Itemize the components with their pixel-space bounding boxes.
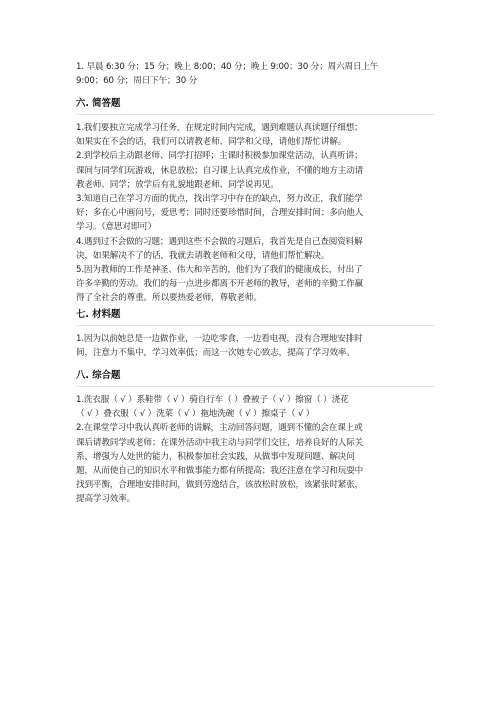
answer-block-short-answer bbox=[76, 121, 436, 306]
text-line: 课后请教同学或老师；在课外活动中我主动与同学们交往，培养良好的人际关 bbox=[76, 437, 364, 448]
text-line: 教老师、同学；放学后有礼貌地跟老师、同学说再见。 bbox=[76, 179, 279, 190]
text-line: 许多辛勤的劳动。我们的每一点进步都离不开老师的教导，老师的辛勤工作赢 bbox=[76, 279, 364, 290]
text-line: 4.遇到过不会做的习题；遇到这些不会做的习题后，我首先是自己查阅资料解 bbox=[76, 236, 363, 247]
text-line: 9:00；60 分；周日下午；30 分 bbox=[76, 76, 198, 87]
section-heading-material: 七. 材料题 bbox=[76, 309, 121, 320]
text-line: 如果实在不会的话，我们可以请教老师、同学和父母，请他们帮忙讲解。 bbox=[76, 137, 347, 148]
text-line: 1. 早晨 6:30 分；15 分；晚上 8:00；40 分；晚上 9:00；30 分；周六周日上午 bbox=[76, 62, 379, 72]
text-line: 决，如果解决不了的话，我就去请教老师和父母，请他们帮忙解决。 bbox=[76, 250, 330, 261]
text-line: 1.洗衣服（ √ ）系鞋带（ √ ）骑自行车（ ）叠被子（ √ ）擦窗（ ）浇花 bbox=[76, 395, 349, 405]
section-divider bbox=[76, 325, 434, 326]
text-line: 得了全社会的尊重。所以要热爱老师，尊敬老师。 bbox=[76, 293, 262, 304]
text-line: 题，从而使自己的知识水平和做事能力都有所提高；我还注意在学习和玩耍中 bbox=[76, 466, 364, 477]
text-line: 2.在课堂学习中我认真听老师的讲解，主动回答问题，遇到不懂的会在课上或 bbox=[76, 423, 363, 434]
answer-block-comprehensive bbox=[76, 393, 436, 507]
text-line: 学习。（意思对即可） bbox=[76, 222, 157, 233]
text-line: 2.到学校后主动跟老师、同学打招呼；主课时积极参加课堂活动，认真听讲； bbox=[76, 151, 363, 162]
text-line: （ √ ）叠衣服（ √ ）洗菜（ √ ）拖地洗碗（ √ ）擦桌子（ √ ） bbox=[76, 409, 315, 420]
text-line: 提高学习效率。 bbox=[76, 494, 136, 505]
answer-block-material bbox=[76, 332, 436, 360]
text-line: 系，增强为人处世的能力，积极参加社会实践，从做事中发现问题、解决问 bbox=[76, 451, 355, 462]
text-line: 课间与同学们玩游戏，休息放松；自习课上认真完成作业，不懂的地方主动请 bbox=[76, 165, 364, 176]
text-line: 好；多在心中画问号，爱思考；同时还要珍惜时间，合理安排时间；多向他人 bbox=[76, 208, 364, 219]
text-line: 3.知道自己在学习方面的优点，找出学习中存在的缺点，努力改正，我们能学 bbox=[76, 194, 363, 205]
text-line: 5.因为教师的工作是神圣、伟大和辛苦的，他们为了我们的健康成长，付出了 bbox=[76, 265, 363, 276]
text-line: 1.因为以前她总是一边做作业，一边吃零食，一边看电视，没有合理地安排时 bbox=[76, 334, 363, 344]
text-line: 间，注意力不集中，学习效率低；而这一次她专心致志，提高了学习效率。 bbox=[76, 348, 355, 359]
section-divider bbox=[76, 386, 434, 387]
section-heading-short-answer: 六. 简答题 bbox=[76, 98, 121, 109]
section-divider bbox=[76, 114, 434, 115]
answer-paragraph-schedule bbox=[76, 60, 436, 88]
text-line: 找到平衡，合理地安排时间，做到劳逸结合，该放松时放松，该紧张时紧张， bbox=[76, 480, 364, 491]
text-line: 1.我们要独立完成学习任务，在规定时间内完成，遇到难题认真读题仔细想； bbox=[76, 123, 363, 133]
section-heading-comprehensive: 八. 综合题 bbox=[76, 370, 121, 381]
